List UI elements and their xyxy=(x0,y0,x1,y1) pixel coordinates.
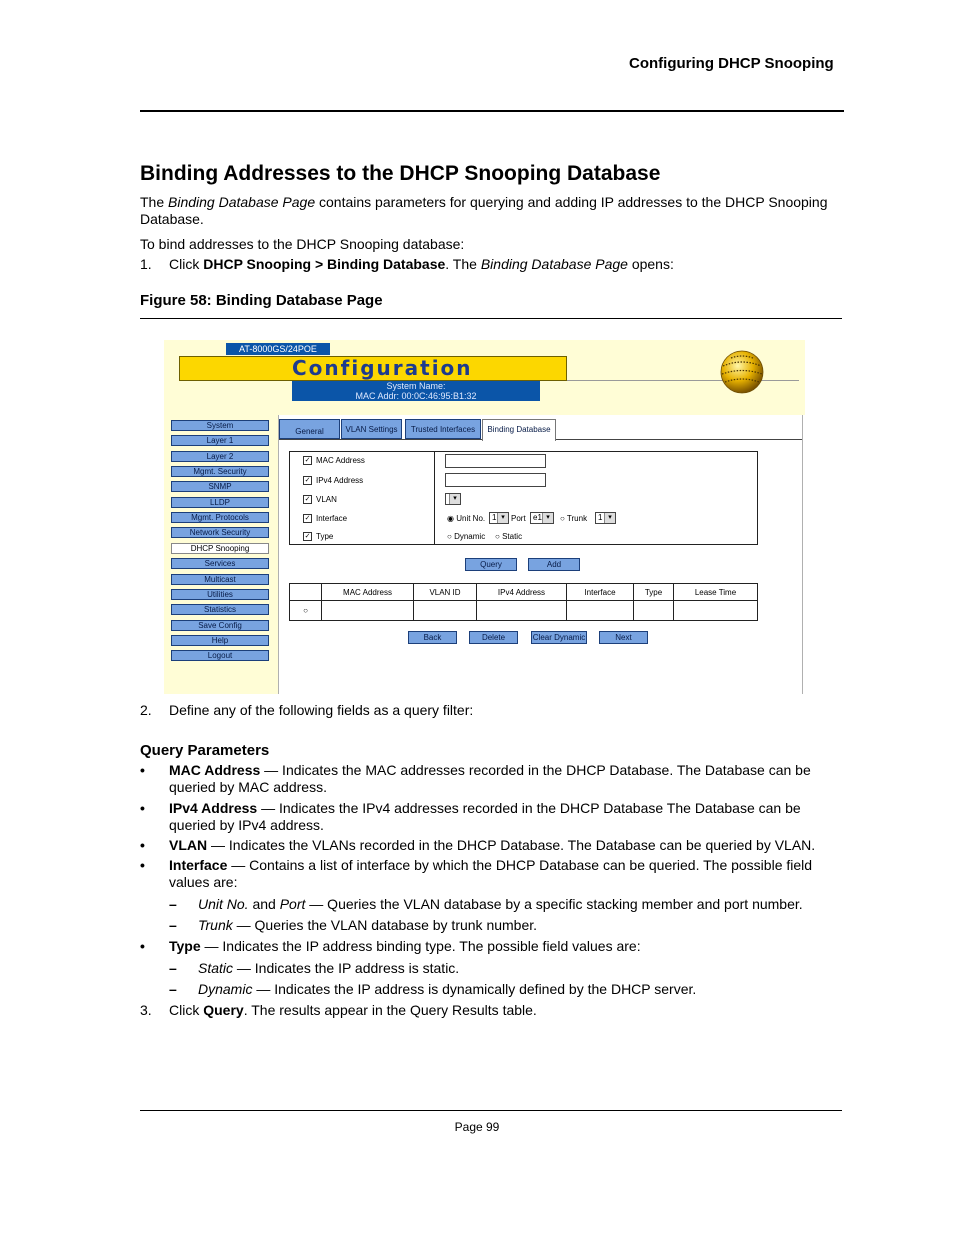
intro-paragraph: The Binding Database Page contains parameters for querying and adding IP addresses to the DHCP Snooping Database. xyxy=(140,194,828,227)
sub-dynamic: – Dynamic — Indicates the IP address is dynamically defined by the DHCP server. xyxy=(169,981,697,997)
column-header: IPv4 Address xyxy=(477,584,567,601)
mac-address-checkbox[interactable]: ✓ MAC Address xyxy=(304,456,365,465)
sub-unit-port: – Unit No. and Port — Queries the VLAN database by a specific stacking member and port number. xyxy=(169,896,803,912)
content-right-edge xyxy=(802,415,803,694)
table-cell xyxy=(414,601,477,621)
sidebar-item-layer-1[interactable]: Layer 1 xyxy=(171,435,269,446)
sidebar-item-mgmt-protocols[interactable]: Mgmt. Protocols xyxy=(171,512,269,523)
back-button[interactable]: Back xyxy=(408,631,457,644)
check-icon: ✓ xyxy=(304,496,311,504)
sidebar-item-services[interactable]: Services xyxy=(171,558,269,569)
sidebar-item-network-security[interactable]: Network Security xyxy=(171,527,269,538)
column-header: Type xyxy=(634,584,674,601)
radio-selected-icon: ◉ xyxy=(447,514,454,523)
vlan-checkbox[interactable]: ✓ VLAN xyxy=(304,495,337,504)
check-icon: ✓ xyxy=(304,457,311,465)
binding-database-screenshot xyxy=(164,340,805,694)
bullet-type: • Type — Indicates the IP address binding type. The possible field values are: xyxy=(140,938,641,954)
nav-divider xyxy=(278,415,279,694)
sidebar-item-mgmt-security[interactable]: Mgmt. Security xyxy=(171,466,269,477)
clear-dynamic-button[interactable]: Clear Dynamic xyxy=(532,633,586,642)
unit-no-radio[interactable]: ◉ Unit No. xyxy=(447,514,486,523)
interface-checkbox[interactable]: ✓ Interface xyxy=(304,514,348,523)
running-header: Configuring DHCP Snooping xyxy=(629,55,834,72)
port-select[interactable]: e1 ▾ xyxy=(530,512,554,524)
sidebar-item-utilities[interactable]: Utilities xyxy=(171,589,269,600)
port-label: Port xyxy=(511,514,526,523)
mac-address-input[interactable] xyxy=(445,454,546,468)
check-icon: ✓ xyxy=(304,533,311,541)
row-select-radio[interactable] xyxy=(290,601,322,621)
add-button[interactable]: Add xyxy=(528,558,580,571)
step-3: 3. Click Query. The results appear in the Query Results table. xyxy=(140,1002,537,1018)
radio-empty-icon: ○ xyxy=(495,532,500,541)
static-radio[interactable]: ○ Static xyxy=(495,532,523,541)
footer-rule xyxy=(140,1110,842,1111)
ipv4-address-checkbox[interactable]: ✓ IPv4 Address xyxy=(304,476,364,485)
page-number: Page 99 xyxy=(454,1120,500,1134)
mac-address: MAC Addr: 00:0C:46:95:B1:32 xyxy=(355,391,477,401)
table-cell xyxy=(567,601,634,621)
column-header: Interface xyxy=(567,584,634,601)
system-name: System Name: xyxy=(386,381,446,391)
tab-general[interactable]: General xyxy=(279,419,340,439)
sidebar-item-snmp[interactable]: SNMP xyxy=(171,481,269,492)
sidebar-item-save-config[interactable]: Save Config xyxy=(171,620,269,631)
tab-vlan-settings[interactable]: VLAN Settings xyxy=(341,419,402,439)
table-header-row xyxy=(290,584,758,601)
step-1: 1. Click DHCP Snooping > Binding Database. The Binding Database Page opens: xyxy=(140,256,674,272)
select-column-header xyxy=(290,584,322,601)
sidebar-item-system[interactable]: System xyxy=(171,420,269,431)
system-info xyxy=(292,381,540,401)
radio-empty-icon: ○ xyxy=(447,532,452,541)
table-row xyxy=(290,601,758,621)
check-icon: ✓ xyxy=(304,477,311,485)
radio-empty-icon: ○ xyxy=(560,514,565,523)
sidebar-item-statistics[interactable]: Statistics xyxy=(171,604,269,615)
radio-empty-icon: ○ xyxy=(303,606,308,615)
column-header: MAC Address xyxy=(322,584,414,601)
sidebar-item-dhcp-snooping[interactable]: DHCP Snooping xyxy=(171,543,269,554)
ipv4-address-input[interactable] xyxy=(445,473,546,487)
lead-paragraph: To bind addresses to the DHCP Snooping database: xyxy=(140,236,465,252)
bullet-interface: • Interface — Contains a list of interface by which the DHCP Database can be queried. The possible field values are: xyxy=(140,857,813,890)
vlan-select[interactable] xyxy=(445,493,461,505)
sidebar-item-layer-2[interactable]: Layer 2 xyxy=(171,451,269,462)
chevron-down-icon: ▾ xyxy=(449,494,460,504)
query-results-table xyxy=(289,583,758,621)
query-form-split xyxy=(434,451,435,545)
figure-caption: Figure 58: Binding Database Page xyxy=(140,292,383,309)
bullet-vlan: • VLAN — Indicates the VLANs recorded in the DHCP Database. The Database can be queried by VLAN. xyxy=(140,837,816,853)
type-checkbox[interactable]: ✓ Type xyxy=(304,532,334,541)
trunk-select[interactable]: 1 ▾ xyxy=(595,512,616,524)
next-button[interactable]: Next xyxy=(599,631,648,644)
figure-rule xyxy=(140,318,842,319)
unit-no-select[interactable]: 1 ▾ xyxy=(489,512,509,524)
header-rule xyxy=(140,110,844,112)
chevron-down-icon: ▾ xyxy=(542,513,553,523)
bullet-ipv4-address: • IPv4 Address — Indicates the IPv4 addresses recorded in the DHCP Database The Database can be queried by IPv4 address. xyxy=(140,800,801,833)
sidebar-item-logout[interactable]: Logout xyxy=(171,650,269,661)
trunk-radio[interactable]: ○ Trunk xyxy=(560,514,588,523)
column-header: VLAN ID xyxy=(414,584,477,601)
sub-trunk: – Trunk — Queries the VLAN database by trunk number. xyxy=(169,917,538,933)
delete-button[interactable]: Delete xyxy=(469,631,518,644)
sidebar-item-lldp[interactable]: LLDP xyxy=(171,497,269,508)
tab-trusted-interfaces[interactable]: Trusted Interfaces xyxy=(405,419,481,439)
sub-static: – Static — Indicates the IP address is static. xyxy=(169,960,460,976)
check-icon: ✓ xyxy=(304,515,311,523)
query-parameters-heading: Query Parameters xyxy=(140,742,270,759)
sidebar-item-multicast[interactable]: Multicast xyxy=(171,574,269,585)
model-label: AT-8000GS/24POE xyxy=(226,343,330,355)
column-header: Lease Time xyxy=(674,584,758,601)
query-button[interactable]: Query xyxy=(465,558,517,571)
sidebar-item-help[interactable]: Help xyxy=(171,635,269,646)
bullet-mac-address: • MAC Address — Indicates the MAC addresses recorded in the DHCP Database. The Database can be queried by MAC address. xyxy=(140,762,811,795)
dynamic-radio[interactable]: ○ Dynamic xyxy=(447,532,486,541)
section-title: Binding Addresses to the DHCP Snooping Database xyxy=(140,162,661,185)
chevron-down-icon: ▾ xyxy=(604,513,615,523)
table-cell xyxy=(477,601,567,621)
tab-binding-database[interactable]: Binding Database xyxy=(482,419,556,441)
table-cell xyxy=(634,601,674,621)
globe-logo-icon xyxy=(719,349,765,395)
table-cell xyxy=(674,601,758,621)
step-2: 2. Define any of the following fields as a query filter: xyxy=(140,702,474,718)
configuration-title: Configuration xyxy=(292,356,473,380)
table-cell xyxy=(322,601,414,621)
chevron-down-icon: ▾ xyxy=(497,513,508,523)
